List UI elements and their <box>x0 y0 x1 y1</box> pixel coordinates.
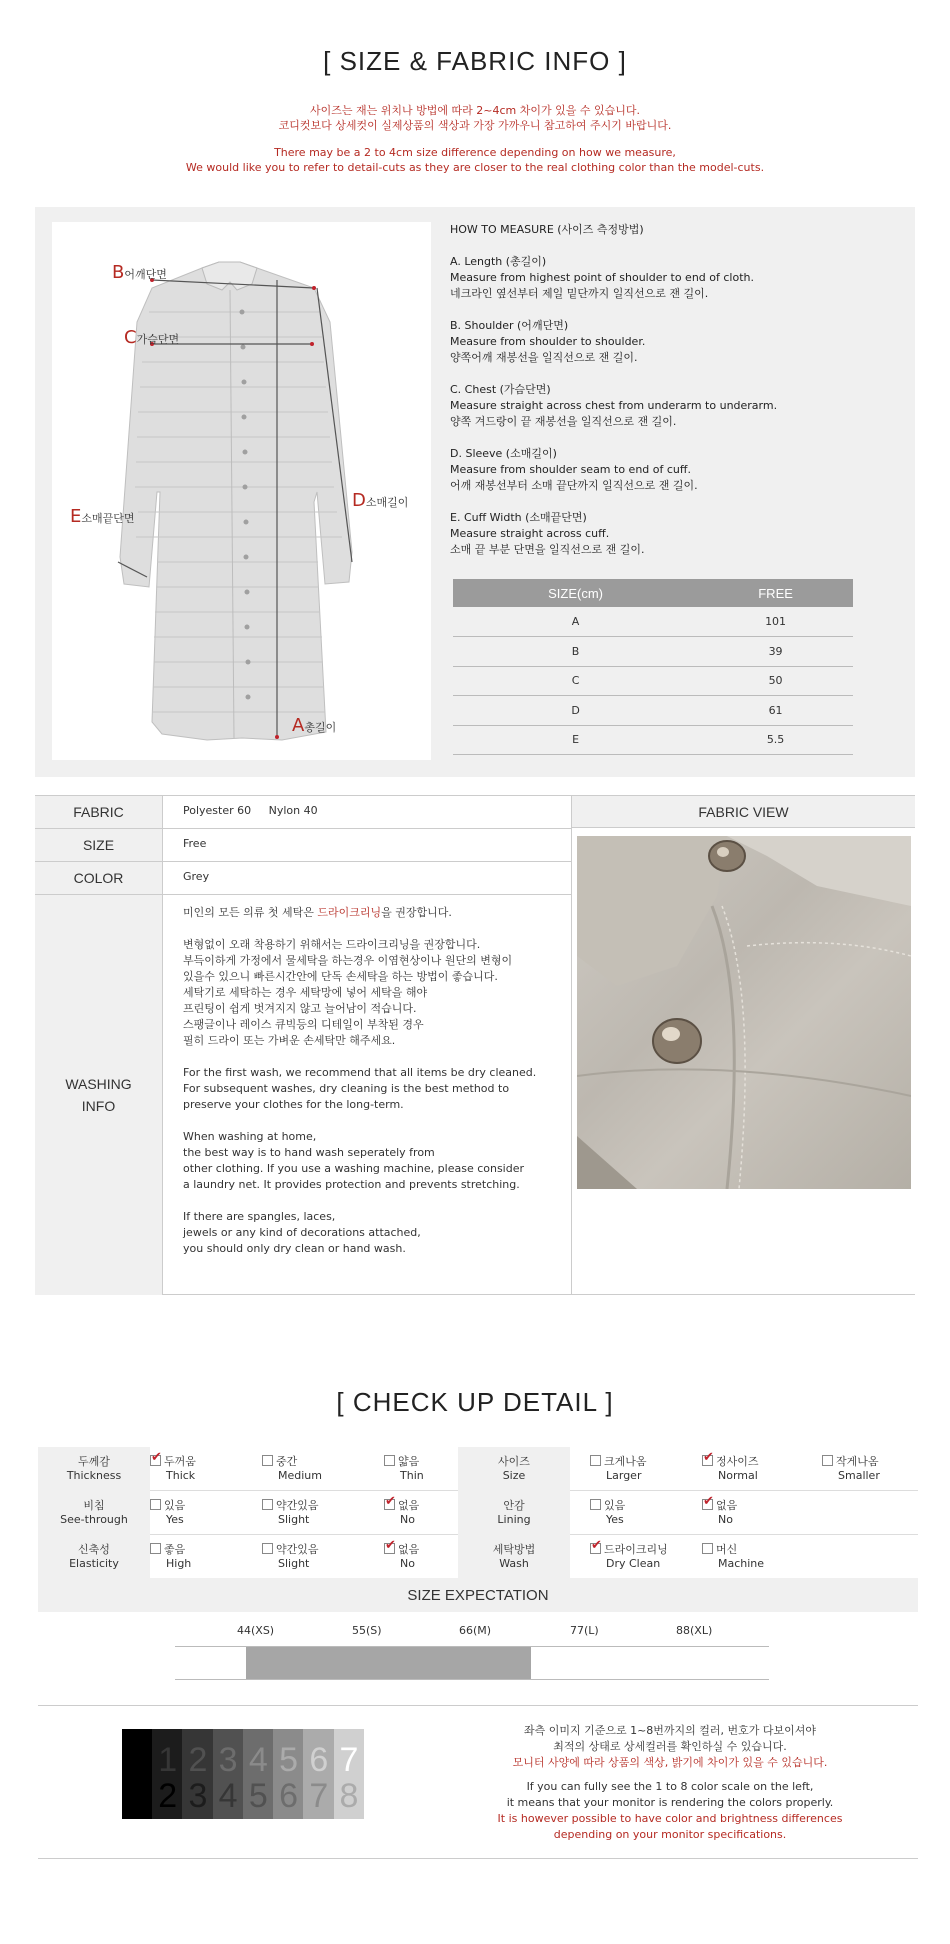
monitor-note-line: it means that your monitor is rendering the colors properly. <box>506 1796 834 1809</box>
option-en: Thin <box>400 1469 424 1482</box>
table-row <box>453 696 853 726</box>
wash-intro-text: 을 권장합니다. <box>381 906 452 919</box>
checkbox-icon[interactable] <box>384 1455 395 1466</box>
wash-line: other clothing. If you use a washing machine, please consider <box>183 1162 525 1175</box>
label-b <box>112 262 167 283</box>
wash-intro-highlight: 드라이크리닝 <box>317 906 382 919</box>
measure-item-title: D. Sleeve (소매길이) <box>450 447 557 460</box>
measure-item-ko: 양쪽어깨 재봉선을 일직선으로 잰 길이. <box>450 351 638 364</box>
size-cell: D <box>453 696 698 726</box>
option-ko: 작게나옴 <box>836 1455 879 1468</box>
monitor-note-warning: 모니터 사양에 따라 상품의 색상, 밝기에 차이가 있을 수 있습니다. <box>512 1756 828 1769</box>
table-row <box>453 725 853 755</box>
check-row <box>38 1447 918 1491</box>
scale-number: 6 <box>309 1741 329 1779</box>
label-a-text: 총길이 <box>304 721 337 734</box>
size-expectation-bar <box>175 1646 769 1680</box>
option-en: No <box>400 1557 415 1570</box>
scale-number: 2 <box>158 1777 178 1815</box>
thickness-label <box>38 1447 150 1491</box>
measure-item <box>450 446 890 494</box>
size-value: Free <box>183 837 207 850</box>
measure-item-ko: 양쪽 겨드랑이 끝 재봉선을 일직선으로 잰 길이. <box>450 415 677 428</box>
size-measure-section <box>35 207 915 777</box>
checkbox-icon[interactable] <box>822 1455 833 1466</box>
option-yes[interactable] <box>590 1499 625 1527</box>
label-e <box>70 506 135 527</box>
option-ko: 약간있음 <box>276 1499 319 1512</box>
wash-line: jewels or any kind of decorations attached, <box>183 1226 421 1239</box>
checkbox-icon[interactable] <box>590 1455 601 1466</box>
label-ko: 신축성 <box>78 1543 110 1556</box>
wash-line: 있을수 있으니 빠른시간안에 단독 손세탁을 하는 방법이 좋습니다. <box>183 970 498 983</box>
washing-label-line: WASHING <box>65 1076 132 1092</box>
monitor-note-warning: It is however possible to have color and brightness differences <box>497 1812 843 1825</box>
size-cell: C <box>453 666 698 696</box>
option-larger[interactable] <box>590 1455 647 1483</box>
size-label: SIZE <box>35 829 163 861</box>
color-swatch <box>243 1729 273 1819</box>
scale-number: 5 <box>248 1777 268 1815</box>
option-en: Slight <box>278 1513 310 1526</box>
measure-heading: HOW TO MEASURE (사이즈 측정방법) <box>450 223 644 236</box>
checkbox-icon[interactable] <box>702 1543 713 1554</box>
measure-item-en: Measure from shoulder to shoulder. <box>450 335 646 348</box>
size-table-header-cell: SIZE(cm) <box>453 579 698 607</box>
label-c <box>124 327 179 348</box>
wash-line: When washing at home, <box>183 1130 317 1143</box>
label-c-text: 가슴단면 <box>136 333 180 346</box>
color-label: COLOR <box>35 862 163 894</box>
label-b-text: 어깨단면 <box>124 268 167 281</box>
check-title: [ CHECK UP DETAIL ] <box>336 1387 614 1417</box>
option-en: Yes <box>606 1513 624 1526</box>
how-to-measure <box>450 222 890 558</box>
option-en: Machine <box>718 1557 765 1570</box>
label-c-letter: C <box>124 327 137 348</box>
option-en: Larger <box>606 1469 642 1482</box>
option-en: No <box>718 1513 733 1526</box>
size-label-xl: 88(XL) <box>676 1624 713 1637</box>
option-smaller[interactable] <box>822 1455 880 1483</box>
lining-label <box>458 1491 570 1535</box>
washing-label <box>35 895 163 1295</box>
checkbox-icon[interactable] <box>702 1455 713 1466</box>
scale-number: 7 <box>339 1741 359 1779</box>
checkbox-icon[interactable] <box>262 1543 273 1554</box>
checkbox-icon[interactable] <box>262 1455 273 1466</box>
option-en: No <box>400 1513 415 1526</box>
option-ko: 중간 <box>276 1455 298 1468</box>
wash-intro-text: 미인의 모든 의류 첫 세탁은 <box>183 906 318 919</box>
table-row <box>453 607 853 637</box>
label-ko: 사이즈 <box>498 1455 530 1468</box>
color-scale <box>122 1729 394 1819</box>
seethrough-label <box>38 1491 150 1535</box>
divider <box>38 1705 918 1706</box>
option-en: Medium <box>278 1469 322 1482</box>
fabric-section <box>35 795 915 1295</box>
measure-item-title: B. Shoulder (어깨단면) <box>450 319 569 332</box>
wash-line: a laundry net. It provides protection and prevents stretching. <box>183 1178 520 1191</box>
washing-label-line: INFO <box>81 1098 116 1114</box>
measure-item-en: Measure straight across chest from underarm to underarm. <box>450 399 778 412</box>
option-ko: 정사이즈 <box>716 1455 759 1468</box>
measure-item <box>450 254 890 302</box>
monitor-note-line: 좌측 이미지 기준으로 1~8번까지의 컬러, 번호가 다보이셔야 <box>523 1724 817 1737</box>
measure-item-title: E. Cuff Width (소매끝단면) <box>450 511 587 524</box>
option-en: Dry Clean <box>606 1557 661 1570</box>
color-swatch <box>364 1729 394 1819</box>
size-table <box>453 579 853 755</box>
fabric-closeup <box>577 836 911 1189</box>
option-ko: 없음 <box>716 1499 738 1512</box>
scale-number: 8 <box>369 1741 389 1779</box>
measure-item-en: Measure from shoulder seam to end of cuff. <box>450 463 691 476</box>
option-yes[interactable] <box>150 1499 185 1527</box>
size-label-m: 66(M) <box>459 1624 492 1637</box>
size-fit-label <box>458 1447 570 1491</box>
size-table-header <box>453 579 853 607</box>
color-swatch <box>152 1729 182 1819</box>
size-note-ko-line: 사이즈는 재는 위치나 방법에 따라 2~4cm 차이가 있을 수 있습니다. <box>310 104 640 117</box>
color-value: Grey <box>183 870 210 883</box>
label-en: Lining <box>497 1513 531 1526</box>
size-note-en-line: There may be a 2 to 4cm size difference depending on how we measure, <box>274 146 676 159</box>
color-swatch <box>273 1729 303 1819</box>
wash-line: 부득이하게 가정에서 물세탁을 하는경우 이염현상이나 원단의 변형이 <box>183 954 513 967</box>
option-en: Normal <box>718 1469 758 1482</box>
wash-ko-block <box>183 937 563 1049</box>
monitor-note-line: 최적의 상태로 상세컬러를 확인하실 수 있습니다. <box>553 1740 787 1753</box>
label-e-text: 소매끝단면 <box>81 512 135 525</box>
color-swatch <box>182 1729 212 1819</box>
size-expectation-fill <box>246 1647 531 1679</box>
measure-item-title: A. Length (총길이) <box>450 255 547 268</box>
checkbox-icon[interactable] <box>262 1499 273 1510</box>
option-en: Yes <box>166 1513 184 1526</box>
option-slight[interactable] <box>262 1499 319 1527</box>
measure-item <box>450 510 890 558</box>
option-thin[interactable] <box>384 1455 424 1483</box>
size-table-header-cell: FREE <box>698 579 853 607</box>
divider <box>38 1858 918 1859</box>
scale-number: 1 <box>128 1777 147 1815</box>
wash-line: the best way is to hand wash seperately from <box>183 1146 435 1159</box>
scale-number: 4 <box>248 1741 268 1779</box>
option-ko: 좋음 <box>164 1543 186 1556</box>
size-note-en-line: We would like you to refer to detail-cuts as they are closer to the real clothing color than the model-cuts. <box>185 161 765 174</box>
wash-line: 필히 드라이 또는 가벼운 손세탁만 해주세요. <box>183 1034 396 1047</box>
option-dry-clean[interactable] <box>590 1543 668 1571</box>
option-ko: 있음 <box>604 1499 626 1512</box>
option-ko: 없음 <box>398 1543 420 1556</box>
color-swatch <box>213 1729 243 1819</box>
check-row <box>38 1535 918 1579</box>
color-swatch <box>334 1729 364 1819</box>
checkbox-icon[interactable] <box>590 1499 601 1510</box>
size-note-en <box>0 145 950 175</box>
check-row <box>38 1491 918 1535</box>
measure-item-title: C. Chest (가슴단면) <box>450 383 551 396</box>
option-ko: 있음 <box>164 1499 186 1512</box>
measure-item <box>450 382 890 430</box>
wash-line: For subsequent washes, dry cleaning is the best method to <box>183 1082 510 1095</box>
scale-number: 5 <box>279 1741 299 1779</box>
size-cell: 101 <box>698 607 853 637</box>
color-row <box>35 862 571 895</box>
option-ko: 얇음 <box>398 1455 420 1468</box>
checkbox-icon[interactable] <box>702 1499 713 1510</box>
checkbox-icon[interactable] <box>384 1543 395 1554</box>
label-ko: 안감 <box>503 1499 525 1512</box>
fabric-view-label: FABRIC VIEW <box>572 796 915 828</box>
option-ko: 크게나옴 <box>604 1455 647 1468</box>
scale-number: 3 <box>188 1777 208 1815</box>
size-label-s: 55(S) <box>352 1624 382 1637</box>
label-ko: 비침 <box>83 1499 105 1512</box>
label-d-text: 소매길이 <box>365 496 409 509</box>
scale-number: 4 <box>218 1777 238 1815</box>
fabric-view-image <box>577 836 911 1189</box>
scale-number: 7 <box>309 1777 329 1815</box>
option-ko: 드라이크리닝 <box>604 1543 668 1556</box>
checkbox-icon[interactable] <box>590 1543 601 1554</box>
measure-item-en: Measure straight across cuff. <box>450 527 610 540</box>
table-row <box>453 666 853 696</box>
measure-item-ko: 소매 끝 부분 단면을 일직선으로 잰 길이. <box>450 543 645 556</box>
option-ko: 약간있음 <box>276 1543 319 1556</box>
measure-item <box>450 318 890 366</box>
option-ko: 두꺼움 <box>164 1455 196 1468</box>
size-cell: 5.5 <box>698 725 853 755</box>
wash-intro <box>183 905 563 921</box>
label-en: Wash <box>499 1557 529 1570</box>
option-no[interactable] <box>702 1499 737 1527</box>
label-a-letter: A <box>292 715 305 736</box>
wash-line: 프린팅이 쉽게 벗겨지지 않고 늘어남이 적습니다. <box>183 1002 417 1015</box>
option-no[interactable] <box>384 1499 419 1527</box>
size-note-ko <box>0 103 950 133</box>
checkbox-icon[interactable] <box>150 1499 161 1510</box>
size-cell: B <box>453 637 698 667</box>
scale-number: 2 <box>188 1741 208 1779</box>
monitor-note <box>470 1723 870 1843</box>
option-medium[interactable] <box>262 1455 322 1483</box>
fabric-row <box>35 796 571 829</box>
washing-info <box>183 905 563 1257</box>
color-swatch <box>122 1729 152 1819</box>
size-note-ko-line: 코디컷보다 상세컷이 실제상품의 색상과 가장 가까우니 참고하여 주시기 바랍니다. <box>278 119 672 132</box>
measure-item-ko: 어깨 재봉선부터 소매 끝단까지 일직선으로 잰 길이. <box>450 479 698 492</box>
checkbox-icon[interactable] <box>384 1499 395 1510</box>
option-ko: 머신 <box>716 1543 738 1556</box>
size-cell: E <box>453 725 698 755</box>
option-no[interactable] <box>384 1543 419 1571</box>
wash-line: 변형없이 오래 착용하기 위해서는 드라이크리닝을 권장합니다. <box>183 938 481 951</box>
label-en: Thickness <box>66 1469 122 1482</box>
label-ko: 세탁방법 <box>492 1543 536 1556</box>
page-title: [ SIZE & FABRIC INFO ] <box>323 46 627 76</box>
label-en: See-through <box>60 1513 128 1526</box>
table-row <box>453 637 853 667</box>
fabric-value: Polyester 60 Nylon 40 <box>183 804 318 817</box>
option-high[interactable] <box>150 1543 191 1571</box>
size-cell: A <box>453 607 698 637</box>
wash-method-label <box>458 1535 570 1579</box>
option-ko: 없음 <box>398 1499 420 1512</box>
option-thick[interactable] <box>150 1455 196 1483</box>
fabric-label: FABRIC <box>35 796 163 828</box>
size-cell: 39 <box>698 637 853 667</box>
monitor-note-line: If you can fully see the 1 to 8 color scale on the left, <box>526 1780 814 1793</box>
option-slight[interactable] <box>262 1543 319 1571</box>
washing-row <box>35 895 571 1295</box>
scale-number: 8 <box>339 1777 359 1815</box>
fabric-divider <box>571 796 572 1294</box>
label-en: Size <box>502 1469 526 1482</box>
label-b-letter: B <box>112 262 125 283</box>
checkbox-icon[interactable] <box>150 1455 161 1466</box>
wash-en-block <box>183 1129 563 1193</box>
label-d-letter: D <box>352 490 366 511</box>
size-cell: 50 <box>698 666 853 696</box>
wash-line: If there are spangles, laces, <box>183 1210 336 1223</box>
label-a <box>292 715 336 736</box>
label-e-letter: E <box>70 506 82 527</box>
wash-line: 세탁기로 세탁하는 경우 세탁망에 넣어 세탁을 해야 <box>183 986 428 999</box>
monitor-note-warning: depending on your monitor specifications. <box>553 1828 787 1841</box>
label-d <box>352 490 408 511</box>
wash-line: preserve your clothes for the long-term. <box>183 1098 404 1111</box>
label-en: Elasticity <box>69 1557 119 1570</box>
option-en: Slight <box>278 1557 310 1570</box>
checkbox-icon[interactable] <box>150 1543 161 1554</box>
size-expectation-title: SIZE EXPECTATION <box>38 1578 918 1612</box>
size-row <box>35 829 571 862</box>
size-cell: 61 <box>698 696 853 726</box>
option-en: High <box>166 1557 192 1570</box>
wash-line: 스팽글이나 레이스 큐빅등의 디테일이 부착된 경우 <box>183 1018 424 1031</box>
wash-en-block <box>183 1209 563 1257</box>
size-label-xs: 44(XS) <box>237 1624 275 1637</box>
color-swatch <box>303 1729 333 1819</box>
option-machine[interactable] <box>702 1543 764 1571</box>
scale-number: 6 <box>279 1777 299 1815</box>
option-en: Smaller <box>838 1469 880 1482</box>
scale-number: 1 <box>158 1741 178 1779</box>
coat-diagram <box>52 222 431 760</box>
elasticity-label <box>38 1535 150 1579</box>
scale-number: 3 <box>218 1741 238 1779</box>
size-label-l: 77(L) <box>570 1624 599 1637</box>
option-en: Thick <box>166 1469 196 1482</box>
measure-item-ko: 네크라인 옆선부터 제일 밑단까지 일직선으로 잰 길이. <box>450 287 709 300</box>
option-normal[interactable] <box>702 1455 759 1483</box>
label-ko: 두께감 <box>78 1455 110 1468</box>
measure-item-en: Measure from highest point of shoulder to end of cloth. <box>450 271 754 284</box>
wash-en-block <box>183 1065 563 1113</box>
wash-line: For the first wash, we recommend that all items be dry cleaned. <box>183 1066 537 1079</box>
wash-line: you should only dry clean or hand wash. <box>183 1242 406 1255</box>
